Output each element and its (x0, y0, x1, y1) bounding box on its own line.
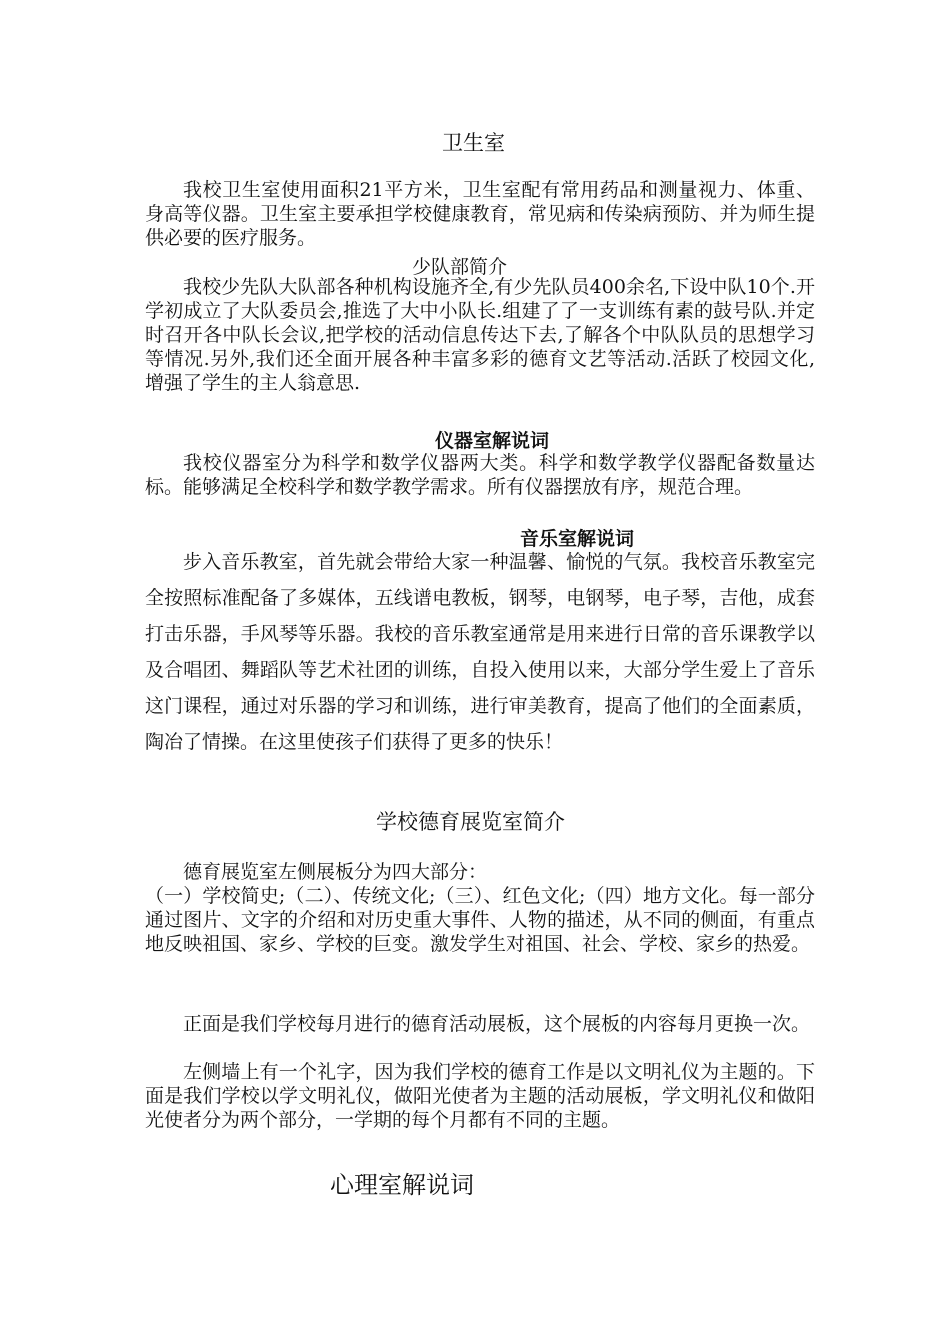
pioneers-body: 我校少先队大队部各种机构设施齐全,有少先队员400余名,下设中队10个.开学初成立了大队委员会,推选了大中小队长.组建了了一支训练有素的鼓号队.并定时召开各中队长会议,把学校的活动信息传达下去,了解各个中队队员的思想学习等情况.另外,我们还全面开展各种丰富多彩的德育文艺等活动.活跃了校园文化,增强了学生的主人翁意思. (145, 276, 815, 394)
instrument-body: 我校仪器室分为科学和数学仪器两大类。科学和数学教学仪器配备数量达标。能够满足全校科学和数学教学需求。所有仪器摆放有序，规范合理。 (145, 452, 815, 498)
moral-front-board: 正面是我们学校每月进行的德育活动展板，这个展板的内容每月更换一次。 (183, 1013, 811, 1035)
moral-parts: （一）学校简史;（二）、传统文化;（三）、红色文化;（四）地方文化。每一部分通过图片、文字的介绍和对历史重大事件、人物的描述，从不同的侧面，有重点地反映祖国、家乡、学校的巨变。激发学生对祖国、社会、学校、家乡的热爱。 (145, 885, 815, 955)
clinic-title: 卫生室 (442, 131, 505, 155)
music-body: 步入音乐教室，首先就会带给大家一种温馨、愉悦的气氛。我校音乐教室完全按照标准配备了多媒体，五线谱电教板，钢琴，电钢琴，电子琴，吉他，成套打击乐器，手风琴等乐器。我校的音乐教室通常是用来进行日常的音乐课教学以及合唱团、舞蹈队等艺术社团的训练，自投入使用以来，大部分学生爱上了音乐这门课程，通过对乐器的学习和训练，进行审美教育，提高了他们的全面素质，陶冶了情操。在这里使孩子们获得了更多的快乐！ (145, 551, 815, 753)
moral-title: 学校德育展览室简介 (376, 810, 565, 834)
instrument-title: 仪器室解说词 (435, 430, 550, 452)
moral-left-wall: 左侧墙上有一个礼字，因为我们学校的德育工作是以文明礼仪为主题的。下面是我们学校以学文明礼仪，做阳光使者为主题的活动展板，学文明礼仪和做阳光使者分为两个部分，一学期的每个月都有不同的主题。 (145, 1061, 815, 1131)
moral-intro: 德育展览室左侧展板分为四大部分： (183, 861, 488, 883)
clinic-body: 我校卫生室使用面积21平方米，卫生室配有常用药品和测量视力、体重、身高等仪器。卫生室主要承担学校健康教育，常见病和传染病预防、并为师生提供必要的医疗服务。 (145, 179, 815, 249)
psych-title: 心理室解说词 (330, 1171, 474, 1199)
music-title: 音乐室解说词 (520, 528, 635, 550)
pioneers-title: 少队部简介 (412, 256, 508, 278)
